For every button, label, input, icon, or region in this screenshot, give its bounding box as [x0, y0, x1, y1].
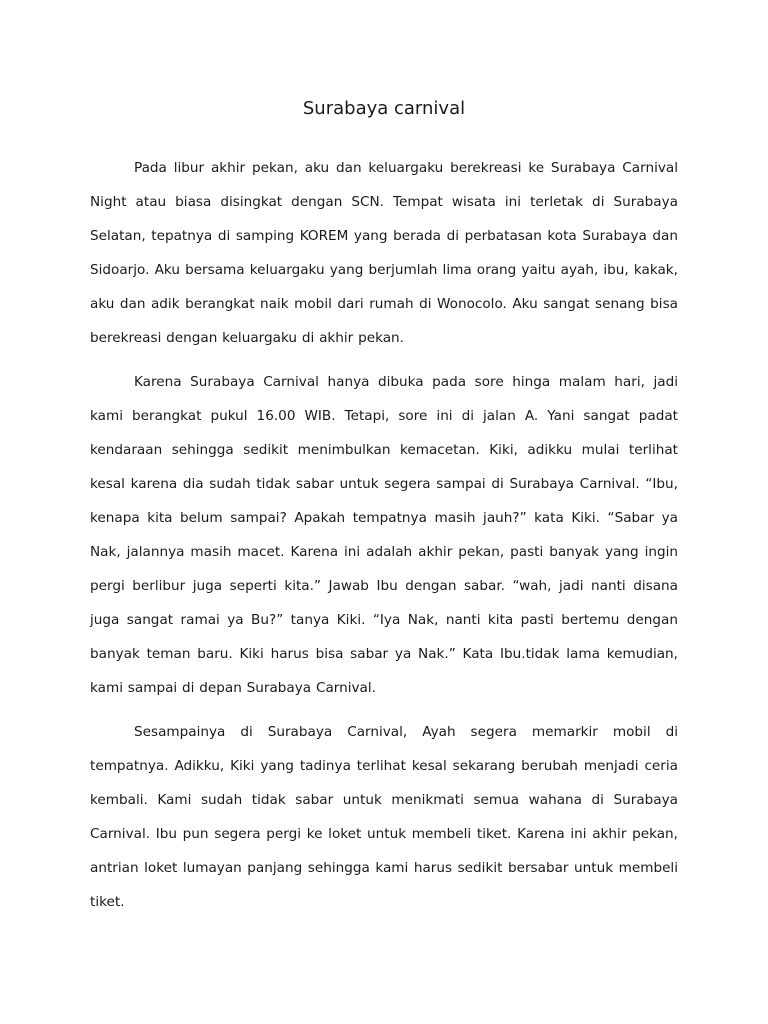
- paragraph-3: Sesampainya di Surabaya Carnival, Ayah segera memarkir mobil di tempatnya. Adikku, Kiki yang tadinya terlihat kesal sekarang berubah menjadi ceria kembali. Kami sudah tidak sabar untuk menikmati semua wahana di Surabaya Carnival. Ibu pun segera pergi ke loket untuk membeli tiket. Karena ini akhir pekan, antrian loket lumayan panjang sehingga kami harus sedikit bersabar untuk membeli tiket.: [90, 724, 678, 910]
- paragraph-2: Karena Surabaya Carnival hanya dibuka pada sore hinga malam hari, jadi kami berangkat pukul 16.00 WIB. Tetapi, sore ini di jalan A. Yani sangat padat kendaraan sehingga sedikit menimbulkan kemacetan. Kiki, adikku mulai terlihat kesal karena dia sudah tidak sabar untuk segera sampai di Surabaya Carnival. “Ibu, kenapa kita belum sampai? Apakah tempatnya masih jauh?” kata Kiki. “Sabar ya Nak, jalannya masih macet. Karena ini adalah akhir pekan, pasti banyak yang ingin pergi berlibur juga seperti kita.” Jawab Ibu dengan sabar. “wah, jadi nanti disana juga sangat ramai ya Bu?” tanya Kiki. “Iya Nak, nanti kita pasti bertemu dengan banyak teman baru. Kiki harus bisa sabar ya Nak.” Kata Ibu.tidak lama kemudian, kami sampai di depan Surabaya Carnival.: [90, 374, 678, 696]
- document-title: Surabaya carnival: [302, 98, 466, 119]
- paragraph-1: Pada libur akhir pekan, aku dan keluargaku berekreasi ke Surabaya Carnival Night atau biasa disingkat dengan SCN. Tempat wisata ini terletak di Surabaya Selatan, tepatnya di samping KOREM yang berada di perbatasan kota Surabaya dan Sidoarjo. Aku bersama keluargaku yang berjumlah lima orang yaitu ayah, ibu, kakak, aku dan adik berangkat naik mobil dari rumah di Wonocolo. Aku sangat senang bisa berekreasi dengan keluargaku di akhir pekan.: [90, 160, 678, 346]
